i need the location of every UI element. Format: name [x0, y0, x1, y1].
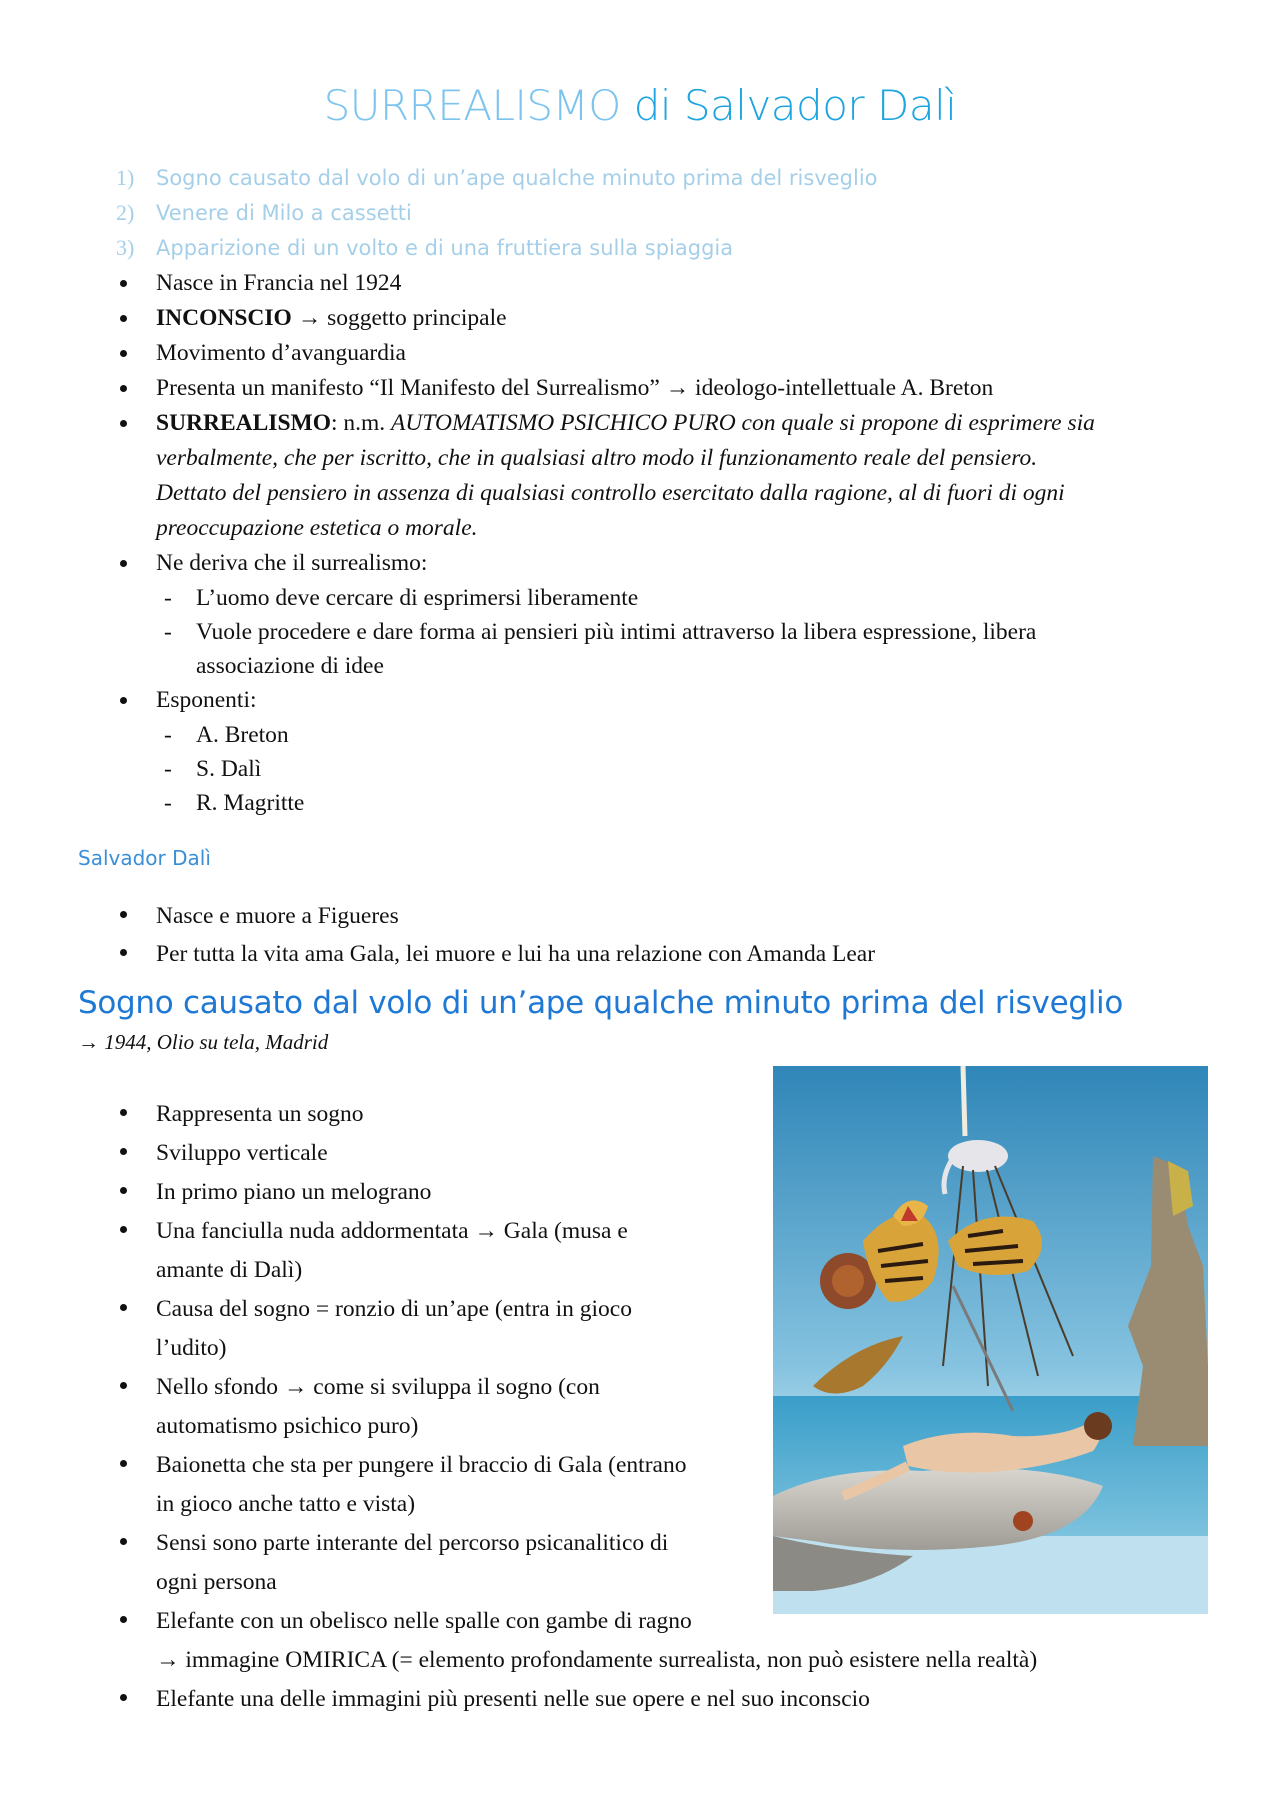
elephant-body — [948, 1140, 1008, 1172]
list-item-continuation: amante di Dalì) — [156, 1257, 303, 1283]
sub-item: - L’uomo deve cercare di esprimersi liberamente — [116, 581, 1095, 615]
list-item: Nasce e muore a Figueres — [116, 897, 875, 935]
page-title — [0, 80, 1280, 132]
painting-image — [773, 1066, 1208, 1614]
list-text: → soggetto principale — [291, 305, 507, 331]
list-item: In primo piano un melograno — [116, 1173, 1037, 1212]
artwork-subtitle: → 1944, Olio su tela, Madrid — [78, 1030, 329, 1054]
list-item: Movimento d’avanguardia — [116, 336, 1095, 371]
toc-item — [116, 160, 878, 195]
sub-item: - Vuole procedere e dare forma ai pensieri più intimi attraverso la libera espressione, libera — [116, 615, 1095, 649]
bold-term: SURREALISMO — [156, 410, 331, 436]
list-item: Esponenti: — [116, 683, 1095, 718]
list-item: Baionetta che sta per pungere il braccio di Gala (entrano — [116, 1446, 1037, 1485]
list-item: Sviluppo verticale — [116, 1134, 1037, 1173]
sub-item: - A. Breton — [116, 718, 1095, 752]
definition-line: verbalmente, che per iscritto, che in qualsiasi altro modo il funzionamento reale del pensiero. — [156, 445, 1038, 471]
table-of-contents — [116, 160, 878, 265]
sub-item: - R. Magritte — [116, 786, 1095, 820]
figure-hair — [1084, 1412, 1112, 1440]
section-heading-dali: Salvador Dalì — [78, 846, 211, 870]
sub-item: - S. Dalì — [116, 752, 1095, 786]
toc-item — [116, 230, 878, 265]
list-item: Presenta un manifesto “Il Manifesto del Surrealismo” → ideologo-intellettuale A. Breton — [116, 371, 1095, 406]
list-item: Una fanciulla nuda addormentata → Gala (musa e — [116, 1212, 1037, 1251]
list-item-continuation: l’udito) — [156, 1335, 227, 1361]
toc-number: 2) — [116, 200, 135, 225]
toc-item — [116, 195, 878, 230]
list-item: Elefante con un obelisco nelle spalle con gambe di ragno — [116, 1602, 1037, 1641]
definition-line: Dettato del pensiero in assenza di qualsiasi controllo esercitato dalla ragione, al di fuori di ogni — [156, 480, 1065, 506]
bold-term: INCONSCIO — [156, 305, 292, 331]
definition-prefix: : n.m. — [330, 410, 392, 436]
list-item: Nasce in Francia nel 1924 — [116, 266, 1095, 301]
list-item-continuation: in gioco anche tatto e vista) — [156, 1491, 416, 1517]
list-item-continuation: ogni persona — [156, 1569, 277, 1595]
dali-list — [116, 897, 875, 973]
toc-number: 1) — [116, 165, 135, 190]
list-item: Rappresenta un sogno — [116, 1095, 1037, 1134]
small-pomegranate — [1013, 1511, 1033, 1531]
list-item: Sensi sono parte interante del percorso psicanalitico di — [116, 1524, 1037, 1563]
obelisk-shape — [963, 1066, 965, 1136]
list-item: Elefante una delle immagini più presenti nelle sue opere e nel suo inconscio — [116, 1680, 1037, 1719]
toc-label: Venere di Milo a cassetti — [156, 201, 412, 225]
sub-item-continuation: associazione di idee — [196, 653, 384, 679]
definition-line: AUTOMATISMO PSICHICO PURO con quale si propone di esprimere sia — [391, 410, 1095, 436]
list-item: Causa del sogno = ronzio di un’ape (entra in gioco — [116, 1290, 1037, 1329]
title-main: SURREALISMO — [323, 81, 621, 130]
toc-label: Sogno causato dal volo di un’ape qualche minuto prima del risveglio — [156, 166, 878, 190]
list-item: Ne deriva che il surrealismo: — [116, 546, 1095, 581]
list-item: Per tutta la vita ama Gala, lei muore e lui ha una relazione con Amanda Lear — [116, 935, 875, 973]
definition-line: preoccupazione estetica o morale. — [156, 515, 478, 541]
list-item-continuation: → immagine OMIRICA (= elemento profondamente surrealista, non può esistere nella realtà) — [156, 1647, 1038, 1673]
definition-item — [116, 406, 1095, 441]
list-item-continuation: automatismo psichico puro) — [156, 1413, 419, 1439]
intro-list — [116, 266, 1095, 820]
section-heading-sogno: Sogno causato dal volo di un’ape qualche minuto prima del risveglio — [78, 985, 1124, 1021]
title-sub: di Salvador Dalì — [633, 81, 957, 130]
list-item — [116, 301, 1095, 336]
toc-label: Apparizione di un volto e di una fruttiera sulla spiaggia — [156, 236, 734, 260]
toc-number: 3) — [116, 235, 135, 260]
list-item: Nello sfondo → come si sviluppa il sogno (con — [116, 1368, 1037, 1407]
